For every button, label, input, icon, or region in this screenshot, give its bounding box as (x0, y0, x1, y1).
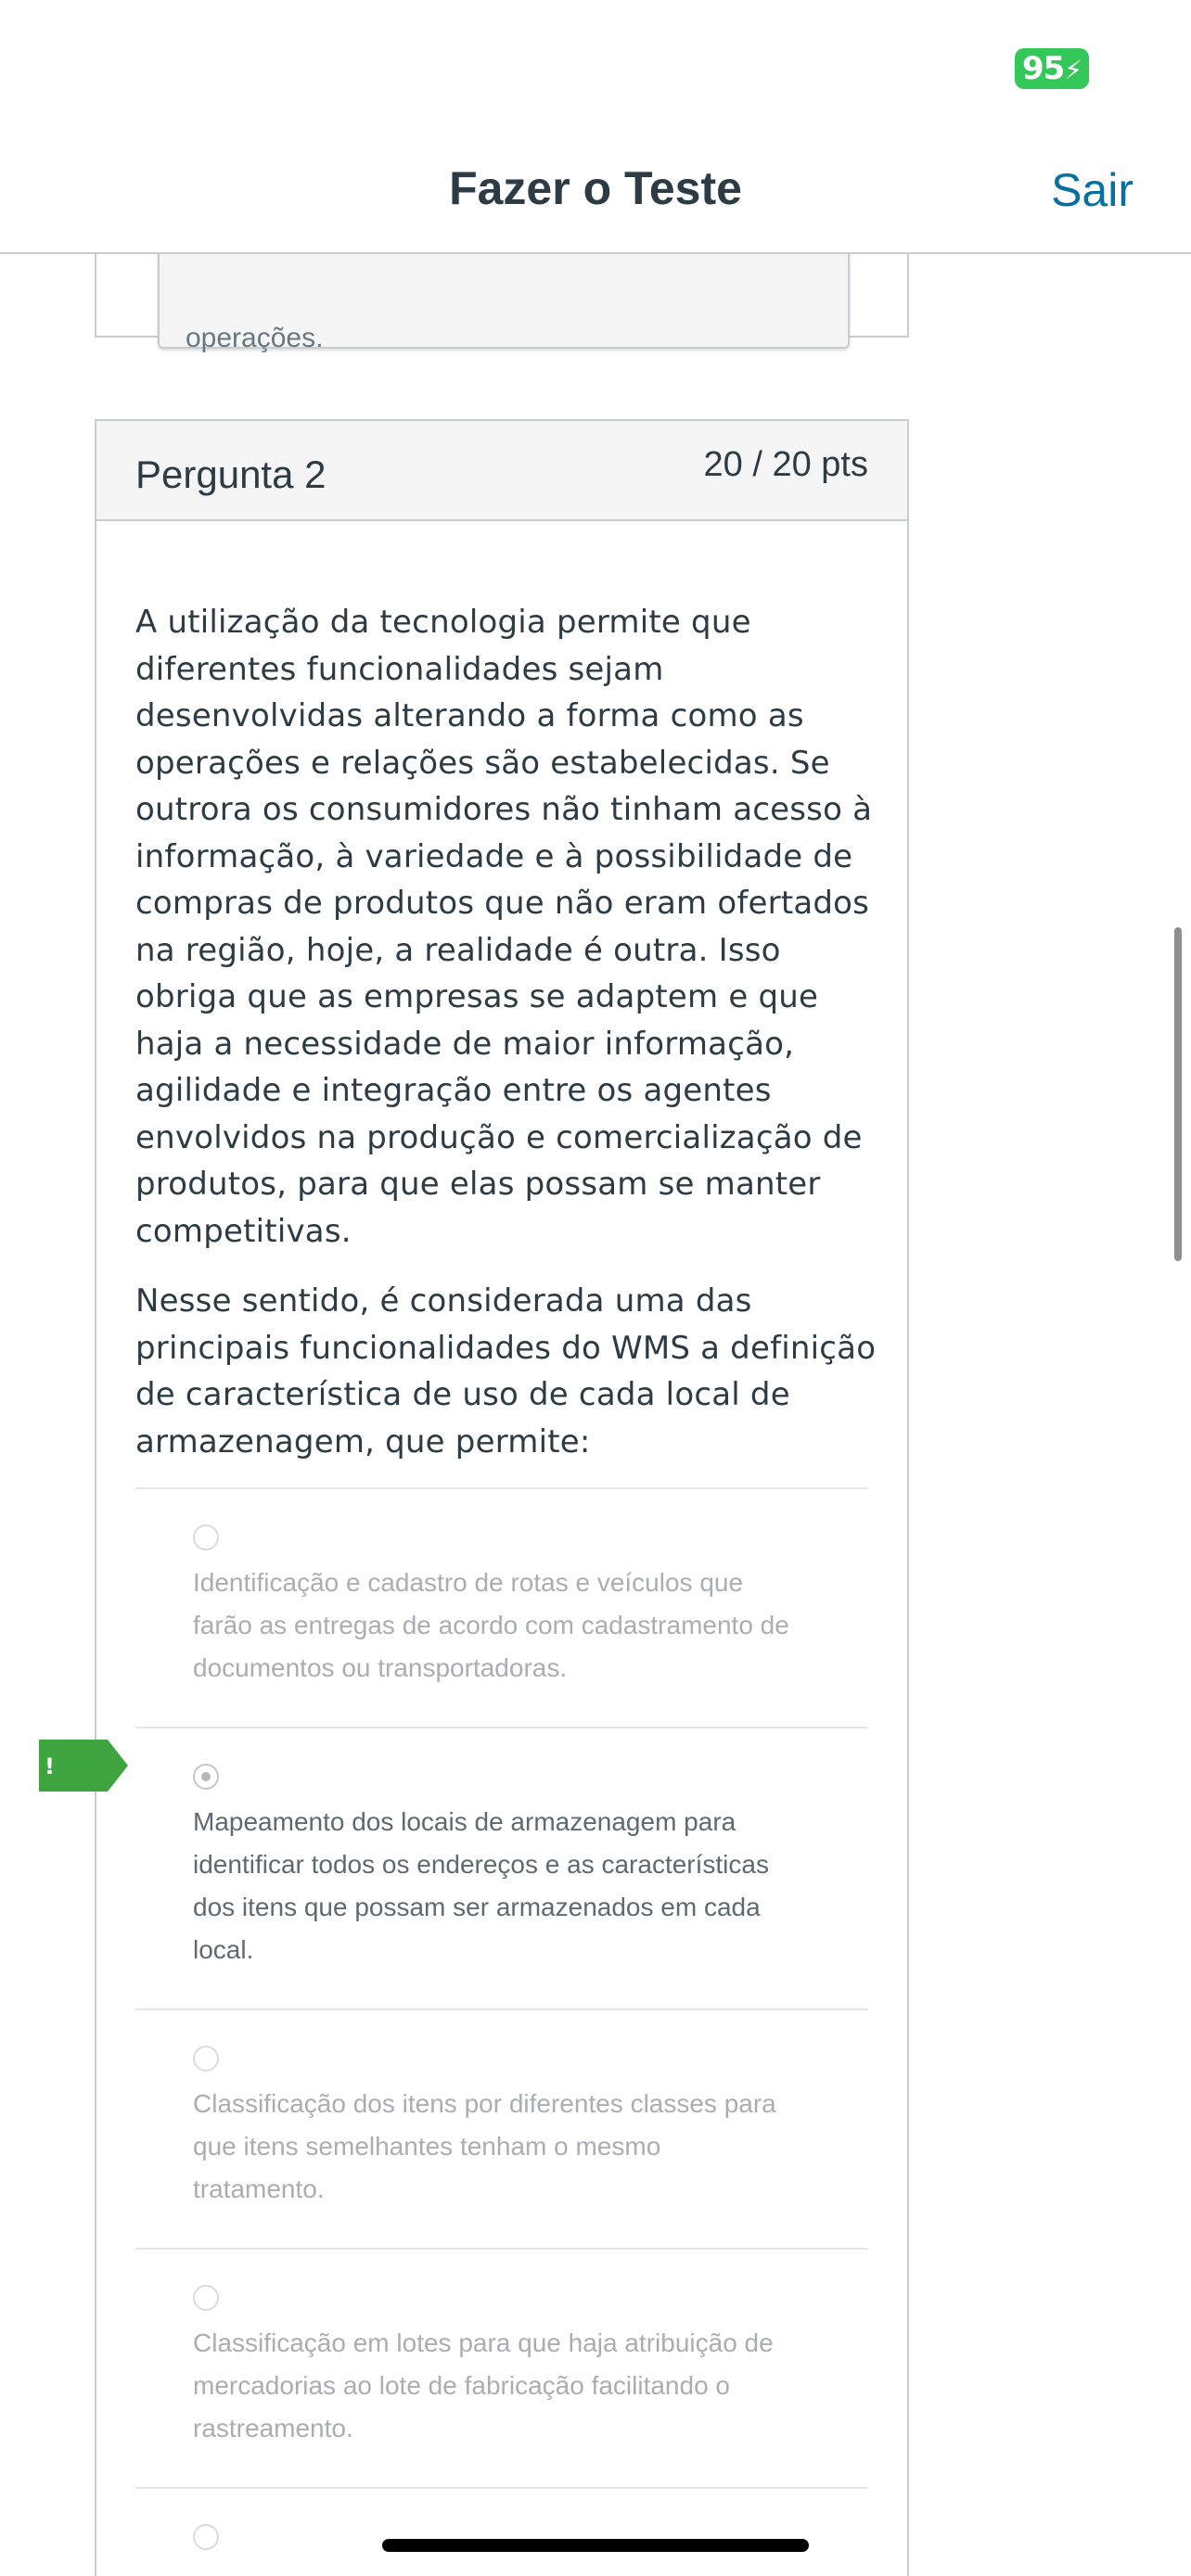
radio-button[interactable] (193, 1524, 219, 1550)
status-bar (0, 0, 1191, 139)
page-title: Fazer o Teste (449, 162, 742, 214)
radio-button[interactable] (193, 2285, 219, 2311)
question-card (45, 419, 909, 2576)
answer-text: Classificação dos itens por diferentes classes para que itens semelhantes tenham o mesmo tratamento. (193, 2089, 776, 2203)
answer-text: Classificação em lotes para que haja atribuição de mercadorias ao lote de fabricação facilitando o rastreamento. (193, 2328, 774, 2442)
radio-button-selected[interactable] (193, 1764, 219, 1790)
answer-option-selected[interactable] (45, 1727, 868, 2009)
question-paragraph: A utilização da tecnologia permite que diferentes funcionalidades sejam desenvolvidas alterando a forma como as operações e relações são estabelecidas. Se outrora os consumidores não tinham acesso à informação, à variedade e à possibilidade de compras de produtos que não eram ofertados na região, hoje, a realidade é outra. Isso obriga que as empresas se adaptem e que haja a necessidade de maior informação, agilidade e integração entre os agentes envolvidos na produção e comercialização de produtos, para que elas possam se manter competitivas. (135, 604, 873, 1250)
question-header (96, 421, 907, 521)
answer-option[interactable] (135, 2248, 868, 2487)
correct-flag-mark: ! (45, 1753, 55, 1779)
home-indicator[interactable] (382, 2539, 809, 2552)
previous-answer-text: operações. (186, 323, 324, 353)
answer-list (45, 1487, 868, 2576)
exit-button[interactable]: Sair (1051, 164, 1133, 216)
battery-indicator (1015, 48, 1089, 89)
radio-button[interactable] (193, 2524, 219, 2550)
question-body (135, 599, 877, 1488)
question-text (135, 599, 877, 1465)
answer-text: Identificação e cadastro de rotas e veículos que farão as entregas de acordo com cadastramento de documentos ou transportadoras. (193, 1568, 789, 1682)
question-points: 20 / 20 pts (703, 445, 868, 484)
battery-level: 95 (1022, 50, 1065, 87)
answer-option-partial[interactable] (135, 2487, 868, 2576)
answer-text: Mapeamento dos locais de armazenagem para identificar todos os endereços e as características dos itens que possam ser armazenados em cada local. (193, 1807, 769, 1964)
charging-bolt-icon: ⚡ (1064, 55, 1082, 85)
question-paragraph: Nesse sentido, é considerada uma das principais funcionalidades do WMS a definição de característica de uso de cada local de armazenagem, que permite: (135, 1282, 877, 1460)
navigation-bar (0, 139, 1191, 254)
question-title: Pergunta 2 (135, 453, 327, 496)
correct-answer-flag-icon (39, 1740, 128, 1792)
answer-option[interactable] (135, 1487, 868, 1727)
scroll-indicator[interactable] (1174, 927, 1182, 1261)
radio-button[interactable] (193, 2046, 219, 2072)
answer-option[interactable] (135, 2009, 868, 2248)
